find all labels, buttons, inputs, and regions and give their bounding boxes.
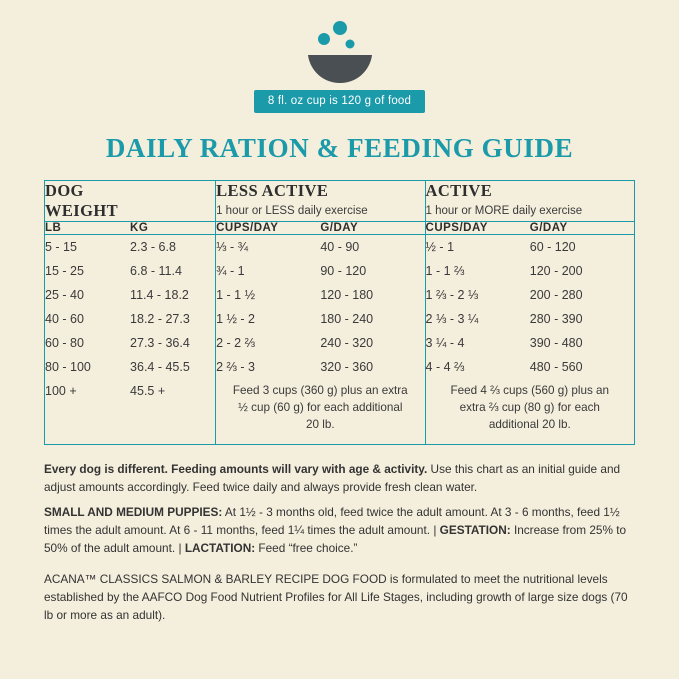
note-general-rest: Use this chart as an initial guide and adjust amounts accordingly. Feed twice daily and always provide fresh clean water. [44, 462, 621, 495]
note-separator-1: | [433, 522, 437, 537]
note-gestation-rest: Increase from 25% to 50% of the adult amount. [44, 522, 627, 555]
table-row: 1 ⅔ - 2 ⅓ 200 - 280 [425, 288, 583, 303]
note-puppies-bold: SMALL AND MEDIUM PUPPIES: [44, 505, 223, 519]
weight-column [45, 235, 216, 445]
group-header-weight: DOG WEIGHT [45, 181, 119, 221]
table-row: 2 - 2 ⅔ 240 - 320 [216, 336, 374, 351]
table-row: ⅓ - ¾ 40 - 90 [216, 240, 360, 255]
note-lactation-bold: LACTATION: [184, 540, 256, 555]
note-puppies [44, 504, 635, 558]
aafco-statement: ACANA™ CLASSICS SALMON & BARLEY RECIPE DOG FOOD is formulated to meet the nutritional levels established by the AAFCO Dog Food Nutrient Profiles for All Life Stages, including growth of large size dogs (70 lb or more as an adult). [44, 571, 628, 622]
active-footnote: Feed 4 ⅔ cups (560 g) plus an extra ⅔ cup (80 g) for each additional 20 lb. [450, 384, 610, 432]
subheader-weight [45, 222, 216, 235]
dog-bowl-icon [292, 18, 388, 84]
table-row: 25 - 40 11.4 - 18.2 [45, 288, 189, 303]
column-header-la-g: G/DAY [320, 222, 359, 235]
group-header-active: ACTIVE 1 hour or MORE daily exercise [425, 181, 634, 222]
subheader-less-active [216, 222, 425, 235]
feeding-notes [44, 461, 635, 558]
table-row: 80 - 100 36.4 - 45.5 [45, 360, 190, 375]
column-header-kg: KG [130, 222, 149, 235]
less-active-footnote: Feed 3 cups (360 g) plus an extra ½ cup (60 g) for each additional 20 lb. [232, 384, 408, 432]
table-row: ¾ - 1 90 - 120 [216, 264, 367, 279]
table-body-row [45, 235, 635, 445]
table-row: 4 - 4 ⅔ 480 - 560 [425, 360, 583, 375]
column-header-a-cups: CUPS/DAY [425, 222, 488, 235]
table-row: 1 - 1 ½ 120 - 180 [216, 288, 374, 303]
table-row: 3 ¼ - 4 390 - 480 [425, 336, 583, 351]
table-row: 15 - 25 6.8 - 11.4 [45, 264, 182, 279]
cup-equivalence-note: 8 fl. oz cup is 120 g of food [254, 90, 425, 113]
table-row: 1 ½ - 2 180 - 240 [216, 312, 374, 327]
table-row: 40 - 60 18.2 - 27.3 [45, 312, 190, 327]
table-row: 5 - 15 2.3 - 6.8 [45, 240, 176, 255]
note-puppies-rest: At 1½ - 3 months old, feed twice the adult amount. At 3 - 6 months, feed 1½ times the adult amount. At 6 - 11 months, feed 1¼ times the adult amount. [44, 505, 620, 537]
column-header-lb: LB [45, 222, 62, 235]
note-separator-2: | [178, 540, 182, 555]
table-row: 2 ⅓ - 3 ¼ 280 - 390 [425, 312, 583, 327]
feeding-table [44, 180, 635, 445]
subheader-active [425, 222, 634, 235]
column-header-a-g: G/DAY [529, 222, 568, 235]
table-row: 2 ⅔ - 3 320 - 360 [216, 360, 374, 375]
table-subheader-row [45, 222, 635, 235]
less-active-column [216, 235, 425, 445]
note-general [44, 461, 635, 497]
active-column [425, 235, 634, 445]
table-group-header-row [45, 181, 635, 222]
column-header-la-cups: CUPS/DAY [216, 222, 279, 235]
table-row: 1 - 1 ⅔ 120 - 200 [425, 264, 583, 279]
table-row: 100 + 45.5 + [45, 384, 166, 399]
note-general-bold: Every dog is different. Feeding amounts will vary with age & activity. [44, 462, 428, 477]
group-header-less-active: LESS ACTIVE 1 hour or LESS daily exercise [216, 181, 425, 222]
page-title: DAILY RATION & FEEDING GUIDE [105, 133, 574, 163]
note-lactation-rest: Feed “free choice.” [255, 540, 358, 555]
bowl-header [44, 0, 635, 113]
note-gestation-bold: GESTATION: [439, 522, 511, 537]
table-row: 60 - 80 27.3 - 36.4 [45, 336, 190, 351]
table-row: ½ - 1 60 - 120 [425, 240, 576, 255]
